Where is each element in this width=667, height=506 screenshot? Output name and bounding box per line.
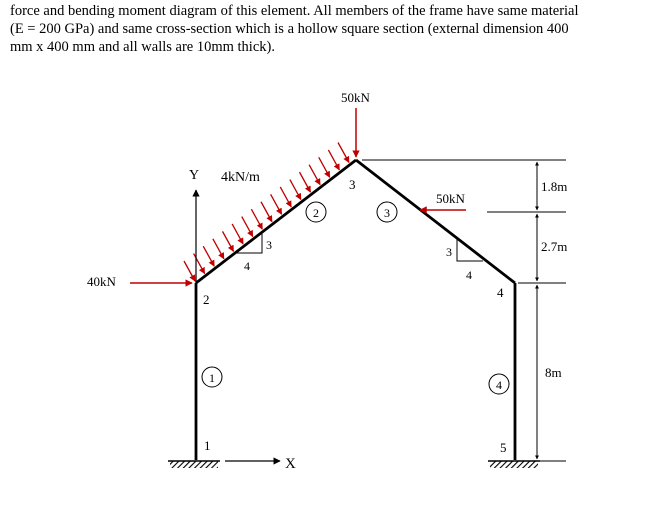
member-label-1 xyxy=(202,367,222,387)
member-rafter-left xyxy=(196,160,356,283)
problem-line-3: mm x 400 mm and all walls are 10mm thick). xyxy=(10,39,275,55)
distributed-load-arrow xyxy=(232,224,243,244)
distributed-load-arrow xyxy=(223,231,234,251)
svg-text:2: 2 xyxy=(313,206,319,220)
svg-text:4: 4 xyxy=(496,378,502,392)
node-label-2: 2 xyxy=(203,292,210,307)
distributed-load-arrow xyxy=(203,246,214,266)
load-label-right-slope: 50kN xyxy=(436,191,465,206)
dimension-label-1: 1.8m xyxy=(541,179,568,194)
distributed-load-arrow xyxy=(194,254,205,274)
node-label-5: 5 xyxy=(500,440,507,455)
load-label-top: 50kN xyxy=(341,90,370,105)
distributed-load-arrow xyxy=(309,165,320,185)
distributed-load-arrow xyxy=(290,180,301,200)
node-label-4: 4 xyxy=(497,285,504,300)
node-label-3: 3 xyxy=(349,177,356,192)
member-label-4 xyxy=(489,374,509,394)
problem-line-2: (E = 200 GPa) and same cross-section which is a hollow square section (external dimension 400 xyxy=(10,21,569,37)
member-rafter-right xyxy=(356,160,515,283)
slope-left-run: 4 xyxy=(244,259,250,273)
member-label-2 xyxy=(306,202,326,222)
frame-members xyxy=(196,160,515,460)
dimension-label-2: 2.7m xyxy=(541,239,568,254)
support-left xyxy=(168,461,220,468)
slope-left-rise: 3 xyxy=(266,238,272,252)
dimension-label-3: 8m xyxy=(545,365,562,380)
distributed-load-arrow xyxy=(213,239,224,259)
problem-line-1: force and bending moment diagram of this element. All members of the frame have same material xyxy=(10,3,579,19)
slope-right-rise: 3 xyxy=(446,245,452,259)
y-axis-label: Y xyxy=(189,168,200,183)
distributed-load-arrow xyxy=(300,172,311,192)
distributed-load-arrow xyxy=(251,209,262,229)
slope-right-run: 4 xyxy=(466,268,472,282)
svg-text:1: 1 xyxy=(209,371,215,385)
distributed-load-arrow xyxy=(280,187,291,207)
load-label-left-horizontal: 40kN xyxy=(87,274,116,289)
distributed-load-arrow xyxy=(184,261,195,281)
distributed-load-arrow xyxy=(338,143,349,163)
distributed-load-arrow xyxy=(328,150,339,170)
distributed-load-arrow xyxy=(271,194,282,214)
distributed-load-arrow xyxy=(319,157,330,177)
member-label-3 xyxy=(377,202,397,222)
node-label-1: 1 xyxy=(204,438,211,453)
distributed-load-arrow xyxy=(261,202,272,222)
distributed-load-arrow xyxy=(242,217,253,237)
load-label-distributed: 4kN/m xyxy=(221,170,260,185)
x-axis-label: X xyxy=(285,456,296,472)
svg-text:3: 3 xyxy=(384,206,390,220)
support-right xyxy=(488,461,540,468)
